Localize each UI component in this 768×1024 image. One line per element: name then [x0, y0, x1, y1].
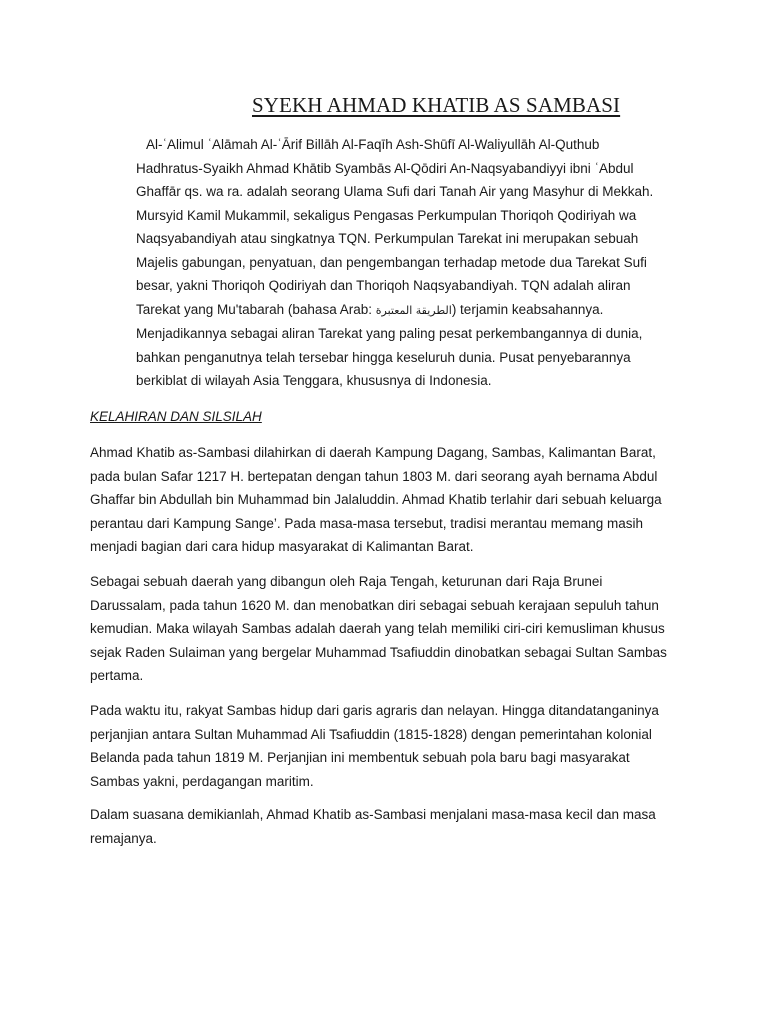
- body-paragraph-2: Sebagai sebuah daerah yang dibangun oleh Raja Tengah, keturunan dari Raja Brunei Darussalam, pada tahun 1620 M. dan menobatkan diri sebagai sebuah kerajaan sepuluh tahun kemudian. Maka wilayah Sambas adalah daerah yang telah memiliki ciri-ciri kemusliman khusus sejak Raden Sulaiman yang bergelar Muhammad Tsafiuddin dinobatkan sebagai Sultan Sambas pertama.: [90, 574, 667, 683]
- body-paragraph-1: Ahmad Khatib as-Sambasi dilahirkan di daerah Kampung Dagang, Sambas, Kalimantan Barat, pada bulan Safar 1217 H. bertepatan dengan tahun 1803 M. dari seorang ayah bernama Abdul Ghaffar bin Abdullah bin Muhammad bin Jalaluddin. Ahmad Khatib terlahir dari sebuah keluarga perantau dari Kampung Sange’. Pada masa-masa tersebut, tradisi merantau memang masih menjadi bagian dari cara hidup masyarakat di Kalimantan Barat.: [90, 445, 662, 554]
- section-heading-kelahiran: KELAHIRAN DAN SILSILAH: [90, 409, 262, 424]
- document-title: SYEKH AHMAD KHATIB AS SAMBASI: [252, 93, 621, 117]
- intro-paragraph: [136, 133, 656, 393]
- body-paragraph-4: Dalam suasana demikianlah, Ahmad Khatib as-Sambasi menjalani masa-masa kecil dan masa remajanya.: [90, 807, 656, 846]
- intro-text-part1: Al-ʿAlimul ʿAlāmah Al-ʿĀrif Billāh Al-Faqīh Ash-Shūfī Al-Waliyullāh Al-Quthub Hadhratus-Syaikh Ahmad Khātib Syambās Al-Qōdiri An-Naqsyabandiyyi ibni ʿAbdul Ghaffār qs. wa ra. adalah seorang Ulama Sufi dari Tanah Air yang Masyhur di Mekkah. Mursyid Kamil Mukammil, sekaligus Pengasas Perkumpulan Thoriqoh Qodiriyah wa Naqsyabandiyah atau singkatnya TQN. Perkumpulan Tarekat ini merupakan sebuah Majelis gabungan, penyatuan, dan pengembangan terhadap metode dua Tarekat Sufi besar, yakni Thoriqoh Qodiriyah dan Thoriqoh Naqsyabandiyah. TQN adalah aliran Tarekat yang Mu'tabarah (bahasa Arab:: [136, 137, 654, 317]
- body-paragraph-3: Pada waktu itu, rakyat Sambas hidup dari garis agraris dan nelayan. Hingga ditandatanganinya perjanjian antara Sultan Muhammad Ali Tsafiuddin (1815-1828) dengan pemerintahan kolonial Belanda pada tahun 1819 M. Perjanjian ini membentuk sebuah pola baru bagi masyarakat Sambas yakni, perdagangan maritim.: [90, 703, 659, 789]
- intro-text-part2: ) terjamin keabsahannya. Menjadikannya sebagai aliran Tarekat yang paling pesat perkembangannya di dunia, bahkan penganutnya telah tersebar hingga keseluruh dunia. Pusat penyebarannya berkiblat di wilayah Asia Tenggara, khususnya di Indonesia.: [136, 301, 643, 388]
- intro-arabic-term: الطريقة المعتبرة: [375, 303, 452, 317]
